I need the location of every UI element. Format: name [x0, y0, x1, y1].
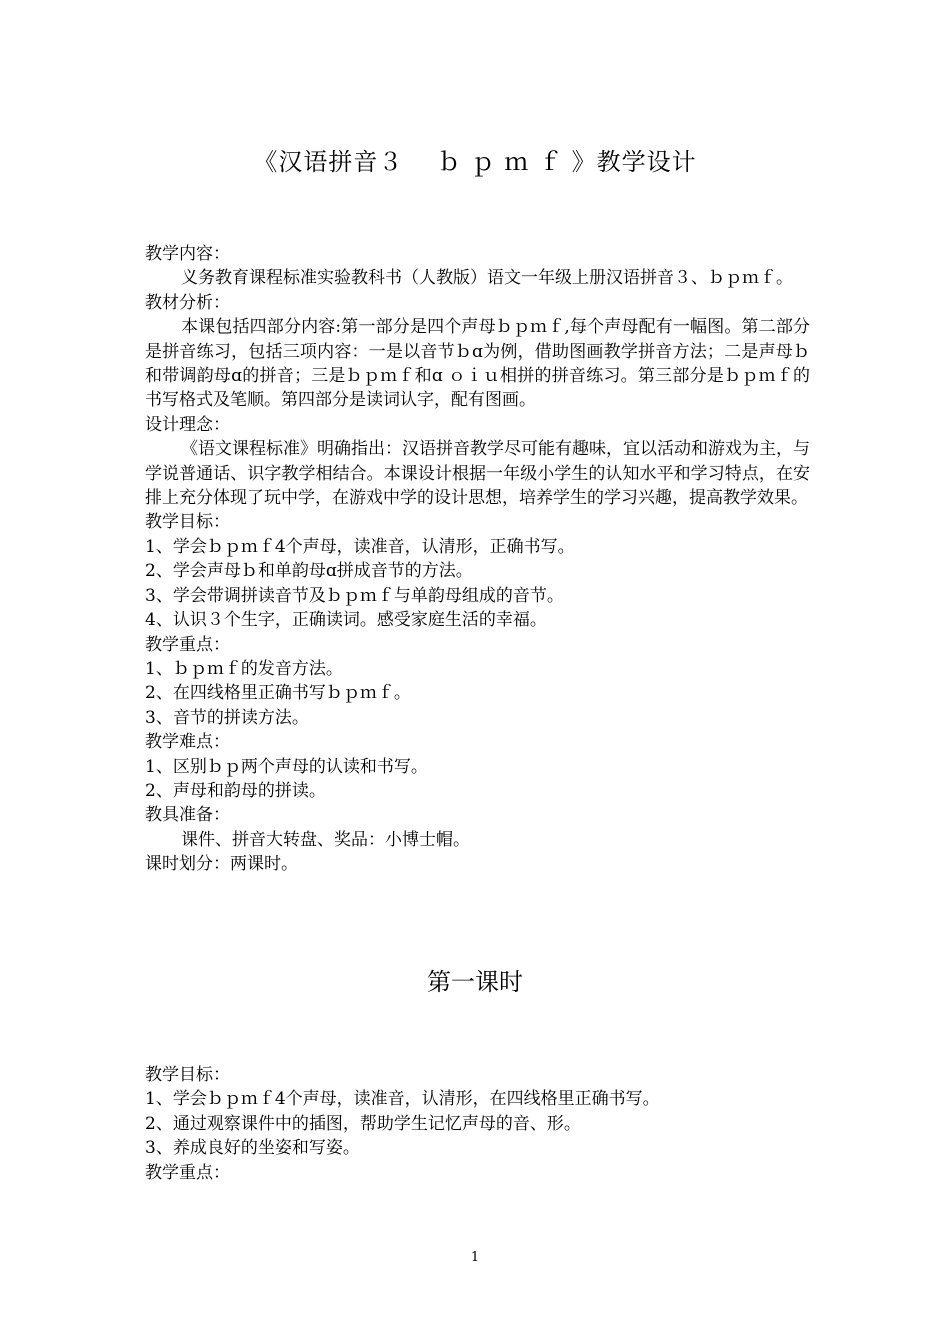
goal-item: 4、认识３个生字，正确读词。感受家庭生活的幸福。 [145, 610, 547, 631]
section-heading-lesson-key: 教学重点： [145, 1162, 230, 1183]
section-heading-concept: 设计理念： [145, 414, 230, 435]
section-heading-analysis: 教材分析： [145, 292, 230, 313]
key-point-item: 2、在四线格里正确书写ｂｐｍｆ。 [145, 683, 411, 704]
section-heading-lesson-goals: 教学目标： [145, 1065, 230, 1085]
lesson-goal-item: 3、养成良好的坐姿和写姿。 [145, 1138, 360, 1159]
key-point-item: 1、ｂｐｍｆ的发音方法。 [145, 658, 343, 679]
lesson-goal-item: 2、通过观察课件中的插图，帮助学生记忆声母的音、形。 [145, 1113, 581, 1134]
schedule-line: 课时划分：两课时。 [145, 854, 298, 875]
difficulty-item: 2、声母和韵母的拼读。 [145, 780, 326, 801]
key-point-item: 3、音节的拼读方法。 [145, 707, 309, 728]
tools-paragraph: 课件、拼音大转盘、奖品：小博士帽。 [181, 829, 470, 850]
lesson-goal-item: 1、学会ｂｐｍｆ4个声母，读准音，认清形，在四线格里正确书写。 [145, 1089, 660, 1110]
concept-paragraph: 《语文课程标准》明确指出：汉语拼音教学尽可能有趣味，宜以活动和游戏为主，与学说普通话、识字教学相结合。本课设计根据一年级小学生的认知水平和学习特点，在安排上充分体现了玩中学，在游戏中学的设计思想，培养学生的学习兴趣，提高教学效果。 [145, 439, 810, 509]
analysis-paragraph: 本课包括四部分内容:第一部分是四个声母ｂｐｍｆ,每个声母配有一幅图。第二部分是拼音练习，包括三项内容：一是以音节ｂɑ为例，借助图画教学拼音方法；二是声母ｂ和带调韵母ɑ的拼音；三是ｂｐｍｆ和ɑ ｏｉｕ相拼的拼音练习。第三部分是ｂｐｍｆ的书写格式及笔顺。第四部分是读词认字，配有图画。 [145, 317, 810, 411]
difficulty-item: 1、区别ｂｐ两个声母的认读和书写。 [145, 756, 428, 777]
section-heading-goals: 教学目标： [145, 512, 230, 533]
content-paragraph: 义务教育课程标准实验教科书（人教版）语文一年级上册汉语拼音３、ｂｐｍｆ。 [181, 268, 793, 289]
goal-item: 3、学会带调拼读音节及ｂｐｍｆ与单韵母组成的音节。 [145, 585, 564, 606]
section-heading-key-points: 教学重点： [145, 634, 230, 655]
section-heading-difficulties: 教学难点： [145, 732, 230, 753]
lesson-one-title: 第一课时 [427, 968, 523, 996]
page-number: 1 [470, 1250, 480, 1265]
document-title: 《汉语拼音３ ｂ ｐ ｍ ｆ 》教学设计 [253, 148, 697, 176]
goal-item: 1、学会ｂｐｍｆ4个声母，读准音，认清形，正确书写。 [145, 536, 575, 557]
section-heading-content: 教学内容： [145, 244, 230, 264]
document-body [145, 242, 810, 877]
lesson-one-body [145, 1063, 810, 1185]
section-heading-tools: 教具准备： [145, 805, 230, 826]
goal-item: 2、学会声母ｂ和单韵母ɑ拼成音节的方法。 [145, 561, 473, 582]
